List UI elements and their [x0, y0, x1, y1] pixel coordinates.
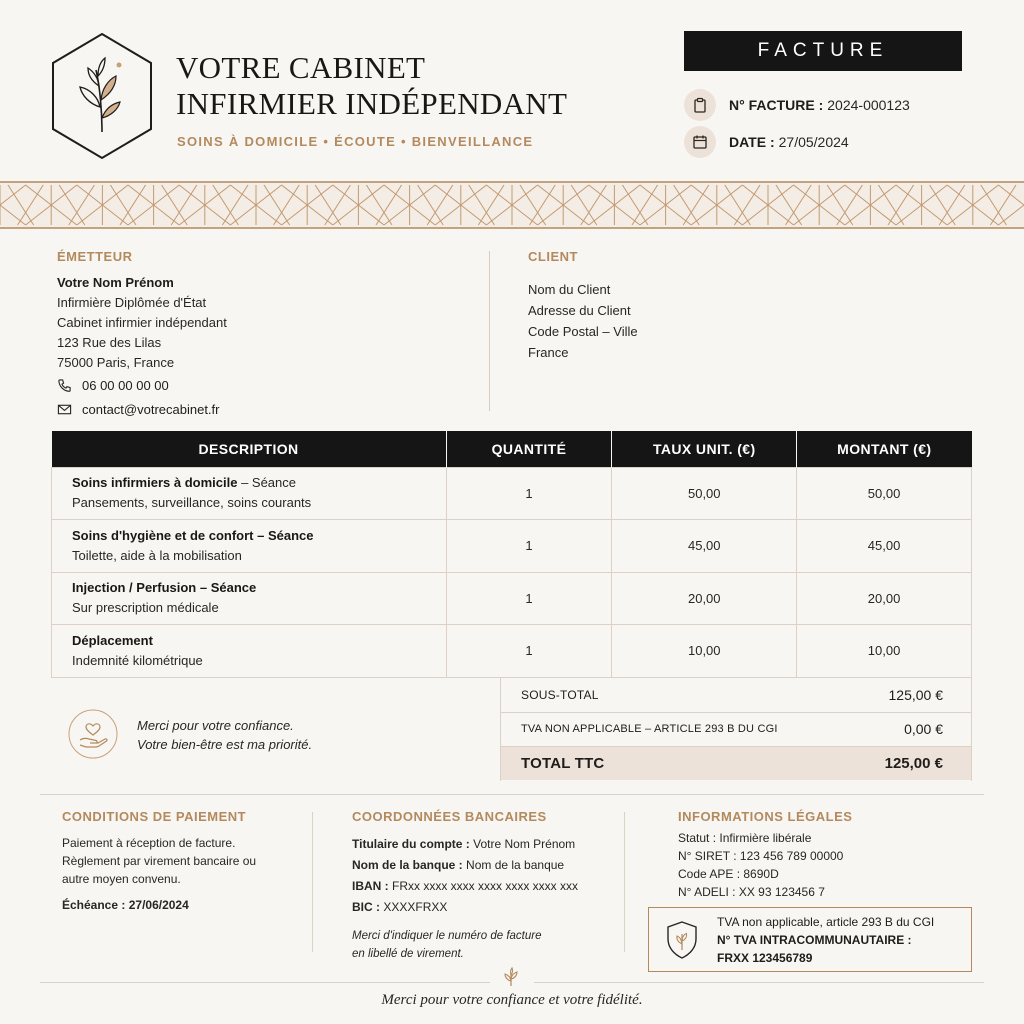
payment-heading: CONDITIONS DE PAIEMENT — [62, 809, 247, 824]
bank-holder — [352, 834, 612, 855]
invoice-date-row — [684, 126, 849, 158]
invoice-banner: FACTURE — [684, 31, 962, 71]
item-title: Soins d'hygiène et de confort – Séance — [72, 527, 314, 543]
item-quantity: 1 — [446, 467, 612, 520]
client-line: Nom du Client — [528, 282, 611, 297]
payment-line: Règlement par virement bancaire ou — [62, 854, 257, 868]
item-description — [52, 625, 447, 678]
item-subtitle: Toilette, aide à la mobilisation — [72, 547, 242, 563]
footer-divider — [312, 812, 313, 952]
invoice-number-value: 2024-000123 — [827, 97, 910, 113]
legal-line: N° SIRET : 123 456 789 00000 — [678, 849, 844, 863]
bank-bic — [352, 897, 612, 918]
due-date-label: Échéance : — [62, 898, 126, 912]
column-header: TAUX UNIT. (€) — [612, 431, 797, 467]
phone-icon — [57, 378, 73, 394]
bank-name — [352, 855, 612, 876]
item-subtitle: Pansements, surveillance, soins courants — [72, 495, 312, 511]
total-label: TOTAL TTC — [500, 746, 859, 780]
bank-holder-value: Votre Nom Prénom — [473, 837, 576, 851]
sprig-icon — [500, 966, 522, 988]
client-line: Adresse du Client — [528, 303, 631, 318]
invoice-number-row — [684, 89, 910, 121]
bic-label: BIC : — [352, 900, 380, 914]
table-row — [52, 520, 972, 573]
closing-divider-left — [40, 982, 490, 983]
invoice-date-label: DATE : — [729, 134, 775, 150]
issuer-line: Cabinet infirmier indépendant — [57, 315, 227, 330]
client-heading: CLIENT — [528, 249, 578, 264]
column-header: QUANTITÉ — [446, 431, 612, 467]
payment-terms-block — [62, 809, 292, 914]
item-rate: 10,00 — [612, 625, 797, 678]
bank-note — [352, 927, 612, 963]
brand-title-line2: INFIRMIER INDÉPENDANT — [176, 86, 568, 121]
tva-box-line2: N° TVA INTRACOMMUNAUTAIRE : — [717, 932, 912, 947]
client-block — [528, 249, 928, 363]
total-value: 125,00 € — [859, 746, 972, 780]
bank-holder-label: Titulaire du compte : — [352, 837, 470, 851]
issuer-name: Votre Nom Prénom — [57, 275, 174, 290]
item-quantity: 1 — [446, 572, 612, 625]
table-row — [52, 467, 972, 520]
column-header: DESCRIPTION — [52, 431, 447, 467]
client-line: France — [528, 345, 569, 360]
legal-heading: INFORMATIONS LÉGALES — [678, 809, 853, 824]
item-description — [52, 520, 447, 573]
totals-table — [500, 678, 972, 780]
heart-hand-icon — [68, 709, 118, 759]
invoice-number-label: N° FACTURE : — [729, 97, 824, 113]
legal-line: N° ADELI : XX 93 123456 7 — [678, 885, 825, 899]
tva-value: 0,00 € — [859, 712, 972, 746]
issuer-line: Infirmière Diplômée d'État — [57, 295, 207, 310]
tva-box-line3: FRXX 123456789 — [717, 950, 813, 965]
payment-line: autre moyen convenu. — [62, 872, 181, 886]
table-row — [52, 625, 972, 678]
footer-divider — [624, 812, 625, 952]
bank-details-block — [352, 809, 612, 963]
issuer-phone-row — [57, 374, 457, 397]
payment-line: Paiement à réception de facture. — [62, 836, 236, 850]
invoice-date-value: 27/05/2024 — [778, 134, 849, 150]
issuer-phone[interactable]: 06 00 00 00 00 — [82, 378, 169, 393]
item-quantity: 1 — [446, 625, 612, 678]
table-row — [52, 572, 972, 625]
parties-divider — [489, 251, 490, 411]
item-quantity: 1 — [446, 520, 612, 573]
closing-divider-right — [534, 982, 984, 983]
calendar-icon — [684, 126, 716, 158]
tva-info-box — [648, 907, 972, 972]
brand-title-line1: VOTRE CABINET — [176, 50, 426, 85]
item-title: Déplacement — [72, 632, 153, 648]
tva-row — [500, 712, 972, 746]
thanks-line1: Merci pour votre confiance. — [137, 718, 294, 733]
iban-label: IBAN : — [352, 879, 389, 893]
subtotal-label: SOUS-TOTAL — [500, 678, 859, 712]
issuer-block — [57, 249, 457, 421]
table-header-row — [52, 431, 972, 467]
item-title: Injection / Perfusion – Séance — [72, 580, 257, 596]
closing-message: Merci pour votre confiance et votre fidélité. — [381, 992, 643, 1008]
item-amount: 10,00 — [797, 625, 972, 678]
bank-heading: COORDONNÉES BANCAIRES — [352, 809, 547, 824]
column-header: MONTANT (€) — [797, 431, 972, 467]
item-amount: 45,00 — [797, 520, 972, 573]
legal-line: Code APE : 8690D — [678, 867, 779, 881]
tva-label: TVA NON APPLICABLE – ARTICLE 293 B DU CGI — [500, 712, 859, 746]
issuer-line: 123 Rue des Lilas — [57, 335, 162, 350]
bank-name-label: Nom de la banque : — [352, 858, 463, 872]
issuer-heading: ÉMETTEUR — [57, 249, 133, 264]
item-description — [52, 572, 447, 625]
legal-info-block — [678, 809, 968, 901]
iban-value: FRxx xxxx xxxx xxxx xxxx xxxx xxx — [392, 879, 579, 893]
item-title-suffix: – Séance — [237, 475, 296, 491]
total-row — [500, 746, 972, 780]
thanks-line2: Votre bien-être est ma priorité. — [137, 737, 313, 752]
bank-note-line2: en libellé de virement. — [352, 948, 464, 960]
clipboard-icon — [684, 89, 716, 121]
issuer-email-row — [57, 398, 457, 421]
item-amount: 20,00 — [797, 572, 972, 625]
footer-divider-top — [40, 794, 984, 795]
item-rate: 45,00 — [612, 520, 797, 573]
item-amount: 50,00 — [797, 467, 972, 520]
mail-icon — [57, 402, 73, 418]
legal-line: Statut : Infirmière libérale — [678, 831, 812, 845]
item-subtitle: Indemnité kilométrique — [72, 652, 203, 668]
thanks-message — [137, 716, 312, 754]
shield-leaf-icon — [665, 920, 699, 960]
item-title: Soins infirmiers à domicile — [72, 475, 238, 491]
bank-iban — [352, 876, 612, 897]
due-date-value: 27/06/2024 — [128, 898, 189, 912]
brand-tagline: SOINS À DOMICILE • ÉCOUTE • BIENVEILLANCE — [177, 134, 534, 149]
client-line: Code Postal – Ville — [528, 324, 638, 339]
issuer-email[interactable]: contact@votrecabinet.fr — [82, 402, 220, 417]
bic-value: XXXXFRXX — [383, 900, 448, 914]
item-rate: 20,00 — [612, 572, 797, 625]
decorative-pattern-band — [0, 181, 1024, 229]
subtotal-row — [500, 678, 972, 712]
item-subtitle: Sur prescription médicale — [72, 600, 219, 616]
item-description — [52, 467, 447, 520]
due-date — [62, 896, 292, 914]
tva-box-line1: TVA non applicable, article 293 B du CGI — [717, 914, 935, 929]
item-rate: 50,00 — [612, 467, 797, 520]
bank-name-value: Nom de la banque — [466, 858, 565, 872]
subtotal-value: 125,00 € — [859, 678, 972, 712]
items-table — [51, 431, 972, 678]
leaf-logo-icon — [50, 32, 154, 160]
brand-title — [176, 50, 567, 122]
bank-note-line1: Merci d'indiquer le numéro de facture — [352, 930, 542, 942]
issuer-line: 75000 Paris, France — [57, 355, 175, 370]
